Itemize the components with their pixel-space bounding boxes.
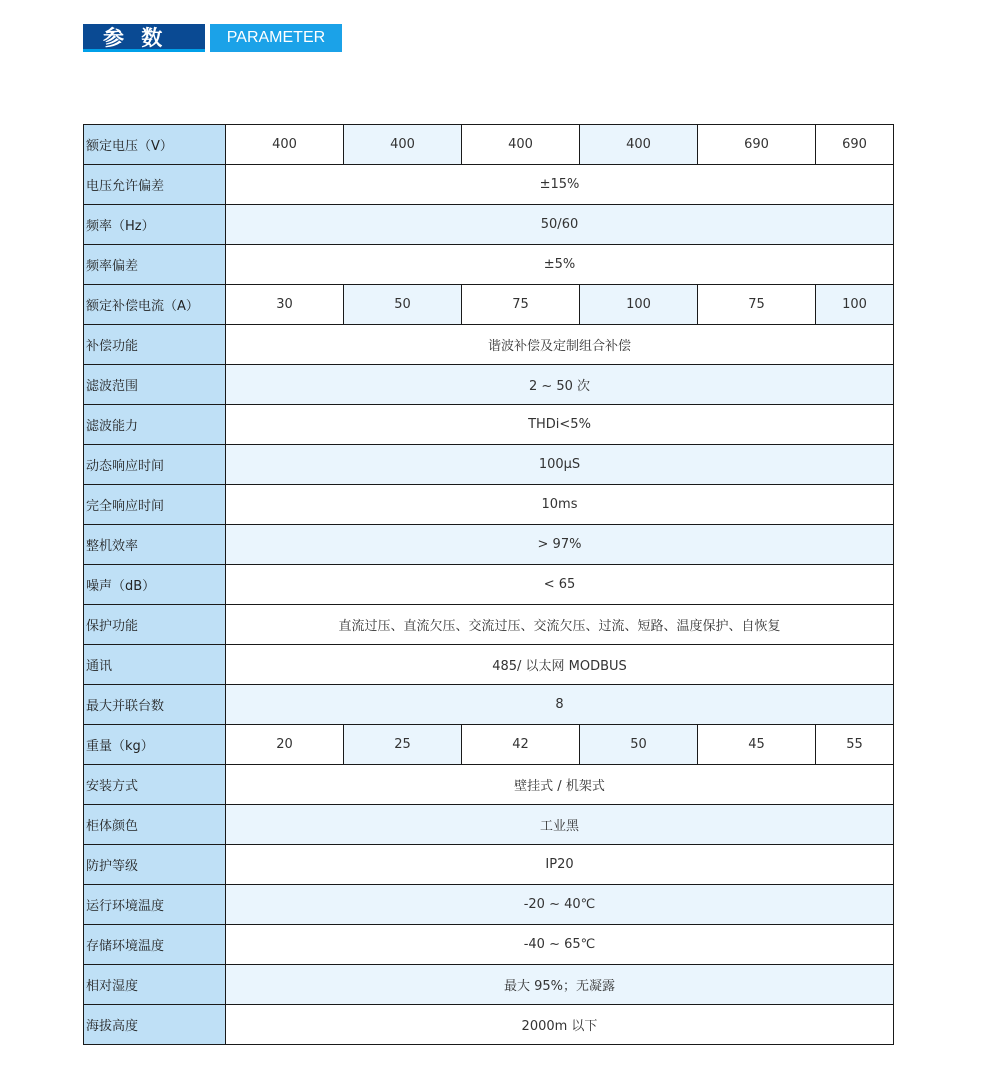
row-label: 存储环境温度	[84, 925, 226, 965]
cell-value: 400	[226, 125, 344, 165]
cell-value: > 97%	[226, 525, 894, 565]
table-row	[84, 885, 894, 925]
table-row	[84, 1005, 894, 1045]
row-label: 频率偏差	[84, 245, 226, 285]
row-label: 动态响应时间	[84, 445, 226, 485]
cell-value: 75	[698, 285, 816, 325]
row-label: 通讯	[84, 645, 226, 685]
cell-value: 45	[698, 725, 816, 765]
cell-value: 100	[816, 285, 894, 325]
row-label: 额定补偿电流（A）	[84, 285, 226, 325]
table-row	[84, 765, 894, 805]
cell-value: 20	[226, 725, 344, 765]
parameter-table	[83, 124, 894, 1045]
cell-value: 2000m 以下	[226, 1005, 894, 1045]
table-row	[84, 685, 894, 725]
table-row	[84, 365, 894, 405]
row-label: 防护等级	[84, 845, 226, 885]
cell-value: 75	[462, 285, 580, 325]
section-title-en: PARAMETER	[210, 24, 342, 52]
row-label: 海拔高度	[84, 1005, 226, 1045]
cell-value: 谐波补偿及定制组合补偿	[226, 325, 894, 365]
table-row	[84, 725, 894, 765]
cell-value: 485/ 以太网 MODBUS	[226, 645, 894, 685]
row-label: 最大并联台数	[84, 685, 226, 725]
table-row	[84, 805, 894, 845]
table-row	[84, 245, 894, 285]
cell-value: -40 ~ 65℃	[226, 925, 894, 965]
row-label: 相对湿度	[84, 965, 226, 1005]
cell-value: 50	[580, 725, 698, 765]
cell-value: 30	[226, 285, 344, 325]
cell-value: IP20	[226, 845, 894, 885]
row-label: 整机效率	[84, 525, 226, 565]
cell-value: ±15%	[226, 165, 894, 205]
cell-value: 8	[226, 685, 894, 725]
table-row	[84, 845, 894, 885]
cell-value: 直流过压、直流欠压、交流过压、交流欠压、过流、短路、温度保护、自恢复	[226, 605, 894, 645]
row-label: 额定电压（V）	[84, 125, 226, 165]
cell-value: 400	[462, 125, 580, 165]
table-row	[84, 925, 894, 965]
section-header	[83, 24, 342, 52]
row-label: 完全响应时间	[84, 485, 226, 525]
row-label: 电压允许偏差	[84, 165, 226, 205]
cell-value: 工业黑	[226, 805, 894, 845]
table-row	[84, 645, 894, 685]
cell-value: THDi<5%	[226, 405, 894, 445]
table-row	[84, 445, 894, 485]
cell-value: < 65	[226, 565, 894, 605]
cell-value: 690	[816, 125, 894, 165]
cell-value: 100	[580, 285, 698, 325]
cell-value: 最大 95%；无凝露	[226, 965, 894, 1005]
table-row	[84, 405, 894, 445]
row-label: 柜体颜色	[84, 805, 226, 845]
table-row	[84, 485, 894, 525]
cell-value: 100μS	[226, 445, 894, 485]
table-row	[84, 205, 894, 245]
cell-value: 50/60	[226, 205, 894, 245]
row-label: 滤波能力	[84, 405, 226, 445]
cell-value: 10ms	[226, 485, 894, 525]
table-row	[84, 605, 894, 645]
cell-value: 400	[344, 125, 462, 165]
table-row	[84, 125, 894, 165]
cell-value: 2 ~ 50 次	[226, 365, 894, 405]
row-label: 运行环境温度	[84, 885, 226, 925]
table-row	[84, 165, 894, 205]
row-label: 保护功能	[84, 605, 226, 645]
cell-value: 55	[816, 725, 894, 765]
cell-value: 400	[580, 125, 698, 165]
section-title-cn: 参 数	[83, 24, 205, 52]
table-row	[84, 565, 894, 605]
row-label: 补偿功能	[84, 325, 226, 365]
row-label: 频率（Hz）	[84, 205, 226, 245]
cell-value: 42	[462, 725, 580, 765]
table-row	[84, 285, 894, 325]
cell-value: 690	[698, 125, 816, 165]
cell-value: -20 ~ 40℃	[226, 885, 894, 925]
cell-value: 50	[344, 285, 462, 325]
table-row	[84, 965, 894, 1005]
row-label: 安装方式	[84, 765, 226, 805]
cell-value: 壁挂式 / 机架式	[226, 765, 894, 805]
row-label: 重量（kg）	[84, 725, 226, 765]
cell-value: 25	[344, 725, 462, 765]
table-row	[84, 525, 894, 565]
table-row	[84, 325, 894, 365]
row-label: 噪声（dB）	[84, 565, 226, 605]
row-label: 滤波范围	[84, 365, 226, 405]
cell-value: ±5%	[226, 245, 894, 285]
